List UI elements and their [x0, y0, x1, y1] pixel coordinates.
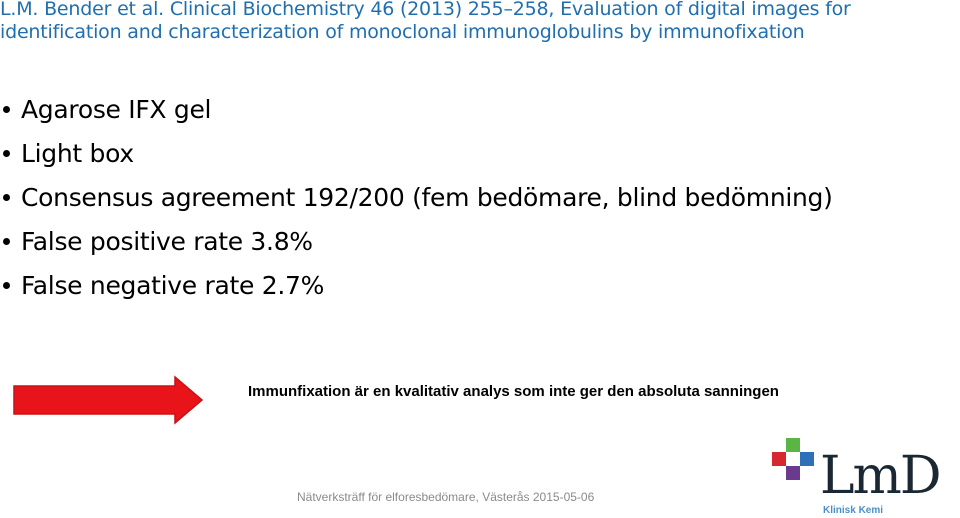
- callout-text: Immunfixation är en kvalitativ analys som inte ger den absoluta sanningen: [248, 383, 779, 400]
- bullet-dot-icon: [3, 150, 10, 157]
- bullet-list: [0, 88, 833, 308]
- bullet-dot-icon: [3, 282, 10, 289]
- slide-title: [0, 0, 851, 44]
- bullet-text: False negative rate 2.7%: [21, 271, 325, 300]
- bullet-text: Consensus agreement 192/200 (fem bedömare, blind bedömning): [21, 183, 833, 212]
- title-line-1: L.M. Bender et al. Clinical Biochemistry 46 (2013) 255–258, Evaluation of digital images for: [0, 0, 851, 20]
- bullet-text: Light box: [21, 139, 134, 168]
- bullet-text: False positive rate 3.8%: [21, 227, 313, 256]
- footer-text: Nätverksträff för elforesbedömare, Västerås 2015-05-06: [297, 490, 595, 504]
- title-line-2: identification and characterization of monoclonal immunoglobulins by immunofixation: [0, 21, 805, 43]
- bullet-dot-icon: [3, 238, 10, 245]
- bullet-item: [0, 264, 833, 308]
- bullet-item: [0, 132, 833, 176]
- bullet-dot-icon: [3, 106, 10, 113]
- bullet-dot-icon: [3, 194, 10, 201]
- bullet-item: [0, 88, 833, 132]
- bullet-item: [0, 176, 833, 220]
- bullet-text: Agarose IFX gel: [21, 95, 212, 124]
- lmd-logo-subtitle: Klinisk Kemi: [823, 505, 884, 516]
- lmd-logo-text: LmD: [820, 446, 940, 506]
- right-arrow-icon: [12, 375, 204, 425]
- bullet-item: [0, 220, 833, 264]
